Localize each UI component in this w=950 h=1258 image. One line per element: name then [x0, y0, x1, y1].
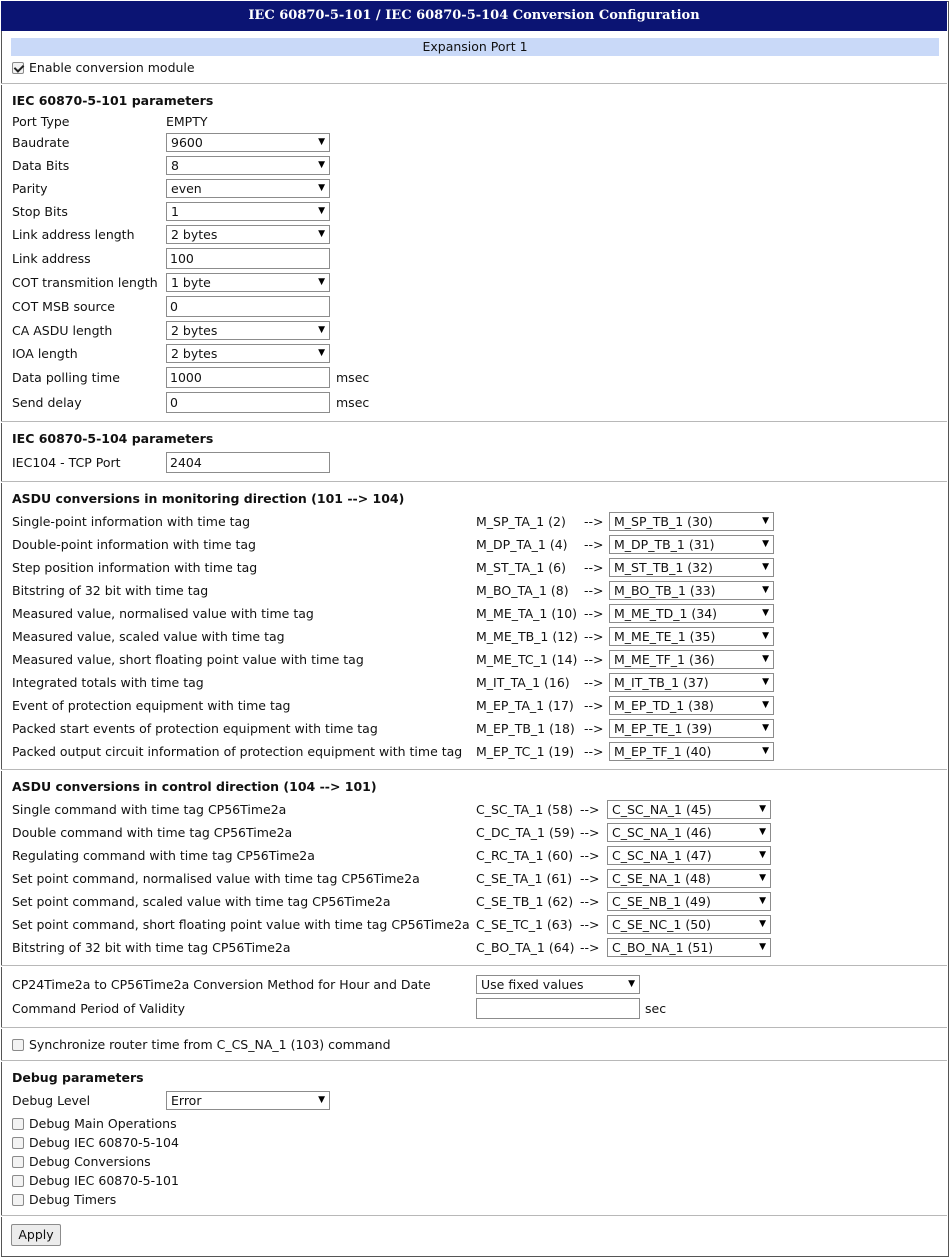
- dropdown-arrow-icon: ▼: [628, 979, 635, 989]
- baudrate-select[interactable]: [166, 133, 330, 152]
- source-type: M_EP_TB_1 (18): [476, 721, 575, 736]
- source-type: M_ME_TC_1 (14): [476, 652, 578, 667]
- source-type: M_EP_TC_1 (19): [476, 744, 575, 759]
- arrow-text: -->: [580, 848, 600, 863]
- port-title: Expansion Port 1: [11, 38, 939, 56]
- sync-time-checkbox[interactable]: [12, 1039, 24, 1051]
- arrow-text: -->: [580, 871, 600, 886]
- dropdown-arrow-icon: ▼: [762, 723, 769, 733]
- debug-option-checkbox[interactable]: [12, 1156, 24, 1168]
- link-address-label: Link address: [12, 251, 91, 266]
- debug-level-label: Debug Level: [12, 1093, 91, 1108]
- target-type-value: M_BO_TB_1 (33): [614, 583, 716, 598]
- cot-msb-input[interactable]: 0: [166, 296, 330, 317]
- stop-bits-value: 1: [171, 204, 179, 219]
- ioa-length-select[interactable]: [166, 344, 330, 363]
- cot-length-value: 1 byte: [171, 275, 211, 290]
- polling-time-label: Data polling time: [12, 370, 120, 385]
- parity-label: Parity: [12, 181, 48, 196]
- arrow-text: -->: [584, 721, 604, 736]
- target-type-value: M_IT_TB_1 (37): [614, 675, 709, 690]
- conversion-label: Measured value, short floating point value with time tag: [12, 652, 364, 667]
- separator: [1, 769, 947, 771]
- target-type-select[interactable]: [609, 742, 774, 761]
- target-type-select[interactable]: [609, 535, 774, 554]
- dropdown-arrow-icon: ▼: [762, 562, 769, 572]
- monitoring-heading: ASDU conversions in monitoring direction (101 --> 104): [12, 491, 405, 506]
- conversion-label: Set point command, scaled value with time tag CP56Time2a: [12, 894, 391, 909]
- conversion-label: Event of protection equipment with time tag: [12, 698, 291, 713]
- dropdown-arrow-icon: ▼: [759, 896, 766, 906]
- arrow-text: -->: [580, 894, 600, 909]
- conversion-label: Single-point information with time tag: [12, 514, 251, 529]
- debug-option-checkbox[interactable]: [12, 1194, 24, 1206]
- data-bits-value: 8: [171, 158, 179, 173]
- arrow-text: -->: [584, 537, 604, 552]
- conversion-label: Set point command, normalised value with time tag CP56Time2a: [12, 871, 420, 886]
- target-type-select[interactable]: [607, 892, 771, 911]
- dropdown-arrow-icon: ▼: [759, 942, 766, 952]
- enable-conversion-label: Enable conversion module: [29, 60, 195, 75]
- dropdown-arrow-icon: ▼: [762, 677, 769, 687]
- port-type-label: Port Type: [12, 114, 70, 129]
- ioa-length-label: IOA length: [12, 346, 78, 361]
- source-type: C_SE_TA_1 (61): [476, 871, 573, 886]
- conversion-label: Packed output circuit information of protection equipment with time tag: [12, 744, 463, 759]
- sync-time-label: Synchronize router time from C_CS_NA_1 (103) command: [29, 1037, 391, 1052]
- debug-level-value: Error: [171, 1093, 202, 1108]
- dropdown-arrow-icon: ▼: [318, 206, 325, 216]
- conversion-label: Integrated totals with time tag: [12, 675, 204, 690]
- ca-asdu-length-label: CA ASDU length: [12, 323, 113, 338]
- target-type-value: M_EP_TD_1 (38): [614, 698, 714, 713]
- dropdown-arrow-icon: ▼: [759, 827, 766, 837]
- conversion-label: Single command with time tag CP56Time2a: [12, 802, 287, 817]
- parity-value: even: [171, 181, 202, 196]
- target-type-select[interactable]: [609, 627, 774, 646]
- target-type-value: M_EP_TE_1 (39): [614, 721, 713, 736]
- arrow-text: -->: [580, 825, 600, 840]
- source-type: M_ME_TB_1 (12): [476, 629, 579, 644]
- conversion-label: Double command with time tag CP56Time2a: [12, 825, 293, 840]
- dropdown-arrow-icon: ▼: [762, 516, 769, 526]
- arrow-text: -->: [584, 560, 604, 575]
- dropdown-arrow-icon: ▼: [318, 160, 325, 170]
- target-type-value: C_SE_NB_1 (49): [612, 894, 711, 909]
- arrow-text: -->: [584, 698, 604, 713]
- arrow-text: -->: [584, 675, 604, 690]
- source-type: M_IT_TA_1 (16): [476, 675, 570, 690]
- dropdown-arrow-icon: ▼: [759, 804, 766, 814]
- target-type-value: M_ST_TB_1 (32): [614, 560, 713, 575]
- cot-length-label: COT transmition length: [12, 275, 158, 290]
- data-bits-label: Data Bits: [12, 158, 70, 173]
- target-type-value: C_SC_NA_1 (45): [612, 802, 712, 817]
- polling-time-input[interactable]: 1000: [166, 367, 330, 388]
- target-type-select[interactable]: [609, 581, 774, 600]
- data-bits-select[interactable]: [166, 156, 330, 175]
- dropdown-arrow-icon: ▼: [318, 277, 325, 287]
- ioa-length-value: 2 bytes: [171, 346, 218, 361]
- source-type: C_RC_TA_1 (60): [476, 848, 574, 863]
- conversion-label: Packed start events of protection equipment with time tag: [12, 721, 378, 736]
- dropdown-arrow-icon: ▼: [762, 654, 769, 664]
- arrow-text: -->: [584, 514, 604, 529]
- target-type-value: M_EP_TF_1 (40): [614, 744, 712, 759]
- stop-bits-label: Stop Bits: [12, 204, 68, 219]
- dropdown-arrow-icon: ▼: [318, 1095, 325, 1105]
- arrow-text: -->: [584, 629, 604, 644]
- conversion-label: Regulating command with time tag CP56Time2a: [12, 848, 315, 863]
- dropdown-arrow-icon: ▼: [762, 746, 769, 756]
- polling-time-unit: msec: [336, 370, 370, 385]
- conversion-label: Bitstring of 32 bit with time tag: [12, 583, 209, 598]
- source-type: M_DP_TA_1 (4): [476, 537, 568, 552]
- dropdown-arrow-icon: ▼: [759, 919, 766, 929]
- debug-level-select[interactable]: [166, 1091, 330, 1110]
- debug-option-label: Debug Timers: [29, 1192, 117, 1207]
- target-type-value: C_SE_NC_1 (50): [612, 917, 711, 932]
- ca-asdu-length-value: 2 bytes: [171, 323, 218, 338]
- link-address-length-value: 2 bytes: [171, 227, 218, 242]
- arrow-text: -->: [580, 940, 600, 955]
- ca-asdu-length-select[interactable]: [166, 321, 330, 340]
- target-type-select[interactable]: [609, 558, 774, 577]
- page-title: IEC 60870-5-101 / IEC 60870-5-104 Conversion Configuration: [1, 1, 947, 31]
- target-type-value: C_BO_NA_1 (51): [612, 940, 714, 955]
- target-type-select[interactable]: [607, 869, 771, 888]
- target-type-value: C_SC_NA_1 (46): [612, 825, 712, 840]
- source-type: M_EP_TA_1 (17): [476, 698, 574, 713]
- source-type: M_SP_TA_1 (2): [476, 514, 566, 529]
- target-type-select[interactable]: [607, 823, 771, 842]
- arrow-text: -->: [584, 744, 604, 759]
- debug-option-label: Debug Main Operations: [29, 1116, 177, 1131]
- arrow-text: -->: [584, 606, 604, 621]
- separator: [1, 1215, 947, 1217]
- debug-option-label: Debug IEC 60870-5-101: [29, 1173, 179, 1188]
- target-type-select[interactable]: [607, 846, 771, 865]
- target-type-value: M_SP_TB_1 (30): [614, 514, 713, 529]
- arrow-text: -->: [580, 802, 600, 817]
- conversion-method-select[interactable]: [476, 975, 640, 994]
- target-type-value: C_SC_NA_1 (47): [612, 848, 712, 863]
- separator: [1, 1027, 947, 1029]
- dropdown-arrow-icon: ▼: [318, 348, 325, 358]
- source-type: M_ME_TA_1 (10): [476, 606, 578, 621]
- debug-option-label: Debug IEC 60870-5-104: [29, 1135, 179, 1150]
- iec104-heading: IEC 60870-5-104 parameters: [12, 431, 214, 446]
- enable-conversion-checkbox[interactable]: [12, 62, 24, 74]
- apply-button[interactable]: Apply: [11, 1224, 61, 1246]
- target-type-select[interactable]: [609, 696, 774, 715]
- target-type-value: M_DP_TB_1 (31): [614, 537, 715, 552]
- arrow-text: -->: [580, 917, 600, 932]
- dropdown-arrow-icon: ▼: [762, 539, 769, 549]
- target-type-select[interactable]: [607, 938, 771, 957]
- conversion-label: Double-point information with time tag: [12, 537, 256, 552]
- control-heading: ASDU conversions in control direction (104 --> 101): [12, 779, 377, 794]
- arrow-text: -->: [584, 652, 604, 667]
- period-validity-input[interactable]: [476, 998, 640, 1019]
- debug-option-checkbox[interactable]: [12, 1175, 24, 1187]
- port-type-value: EMPTY: [166, 114, 208, 129]
- separator: [1, 481, 947, 483]
- parity-select[interactable]: [166, 179, 330, 198]
- dropdown-arrow-icon: ▼: [762, 585, 769, 595]
- target-type-select[interactable]: [609, 673, 774, 692]
- debug-heading: Debug parameters: [12, 1070, 144, 1085]
- separator: [1, 1060, 947, 1062]
- cot-length-select[interactable]: [166, 273, 330, 292]
- source-type: M_ST_TA_1 (6): [476, 560, 566, 575]
- source-type: C_BO_TA_1 (64): [476, 940, 575, 955]
- iec101-heading: IEC 60870-5-101 parameters: [12, 93, 214, 108]
- conversion-label: Measured value, normalised value with time tag: [12, 606, 314, 621]
- dropdown-arrow-icon: ▼: [762, 631, 769, 641]
- target-type-select[interactable]: [609, 604, 774, 623]
- dropdown-arrow-icon: ▼: [318, 183, 325, 193]
- conversion-method-label: CP24Time2a to CP56Time2a Conversion Method for Hour and Date: [12, 977, 431, 992]
- send-delay-input[interactable]: 0: [166, 392, 330, 413]
- link-address-input[interactable]: 100: [166, 248, 330, 269]
- dropdown-arrow-icon: ▼: [318, 229, 325, 239]
- dropdown-arrow-icon: ▼: [759, 850, 766, 860]
- debug-option-label: Debug Conversions: [29, 1154, 151, 1169]
- send-delay-label: Send delay: [12, 395, 82, 410]
- dropdown-arrow-icon: ▼: [318, 325, 325, 335]
- dropdown-arrow-icon: ▼: [762, 608, 769, 618]
- conversion-method-value: Use fixed values: [481, 977, 584, 992]
- stop-bits-select[interactable]: [166, 202, 330, 221]
- target-type-select[interactable]: [609, 719, 774, 738]
- target-type-select[interactable]: [607, 915, 771, 934]
- tcp-port-input[interactable]: 2404: [166, 452, 330, 473]
- target-type-value: M_ME_TE_1 (35): [614, 629, 716, 644]
- target-type-select[interactable]: [607, 800, 771, 819]
- period-validity-label: Command Period of Validity: [12, 1001, 186, 1016]
- separator: [1, 421, 947, 423]
- period-validity-unit: sec: [645, 1001, 667, 1016]
- source-type: C_SE_TB_1 (62): [476, 894, 574, 909]
- conversion-label: Step position information with time tag: [12, 560, 258, 575]
- debug-option-checkbox[interactable]: [12, 1137, 24, 1149]
- tcp-port-label: IEC104 - TCP Port: [12, 455, 121, 470]
- target-type-select[interactable]: [609, 512, 774, 531]
- conversion-label: Measured value, scaled value with time tag: [12, 629, 285, 644]
- baudrate-value: 9600: [171, 135, 203, 150]
- separator: [1, 965, 947, 967]
- separator: [1, 83, 947, 85]
- send-delay-unit: msec: [336, 395, 370, 410]
- source-type: C_SE_TC_1 (63): [476, 917, 573, 932]
- conversion-label: Bitstring of 32 bit with time tag CP56Time2a: [12, 940, 291, 955]
- dropdown-arrow-icon: ▼: [762, 700, 769, 710]
- cot-msb-label: COT MSB source: [12, 299, 115, 314]
- target-type-value: C_SE_NA_1 (48): [612, 871, 711, 886]
- debug-option-checkbox[interactable]: [12, 1118, 24, 1130]
- baudrate-label: Baudrate: [12, 135, 70, 150]
- dropdown-arrow-icon: ▼: [759, 873, 766, 883]
- source-type: C_DC_TA_1 (59): [476, 825, 575, 840]
- target-type-value: M_ME_TF_1 (36): [614, 652, 715, 667]
- dropdown-arrow-icon: ▼: [318, 137, 325, 147]
- arrow-text: -->: [584, 583, 604, 598]
- conversion-label: Set point command, short floating point value with time tag CP56Time2a: [12, 917, 470, 932]
- source-type: C_SC_TA_1 (58): [476, 802, 573, 817]
- target-type-select[interactable]: [609, 650, 774, 669]
- source-type: M_BO_TA_1 (8): [476, 583, 569, 598]
- link-address-length-select[interactable]: [166, 225, 330, 244]
- target-type-value: M_ME_TD_1 (34): [614, 606, 718, 621]
- link-address-length-label: Link address length: [12, 227, 135, 242]
